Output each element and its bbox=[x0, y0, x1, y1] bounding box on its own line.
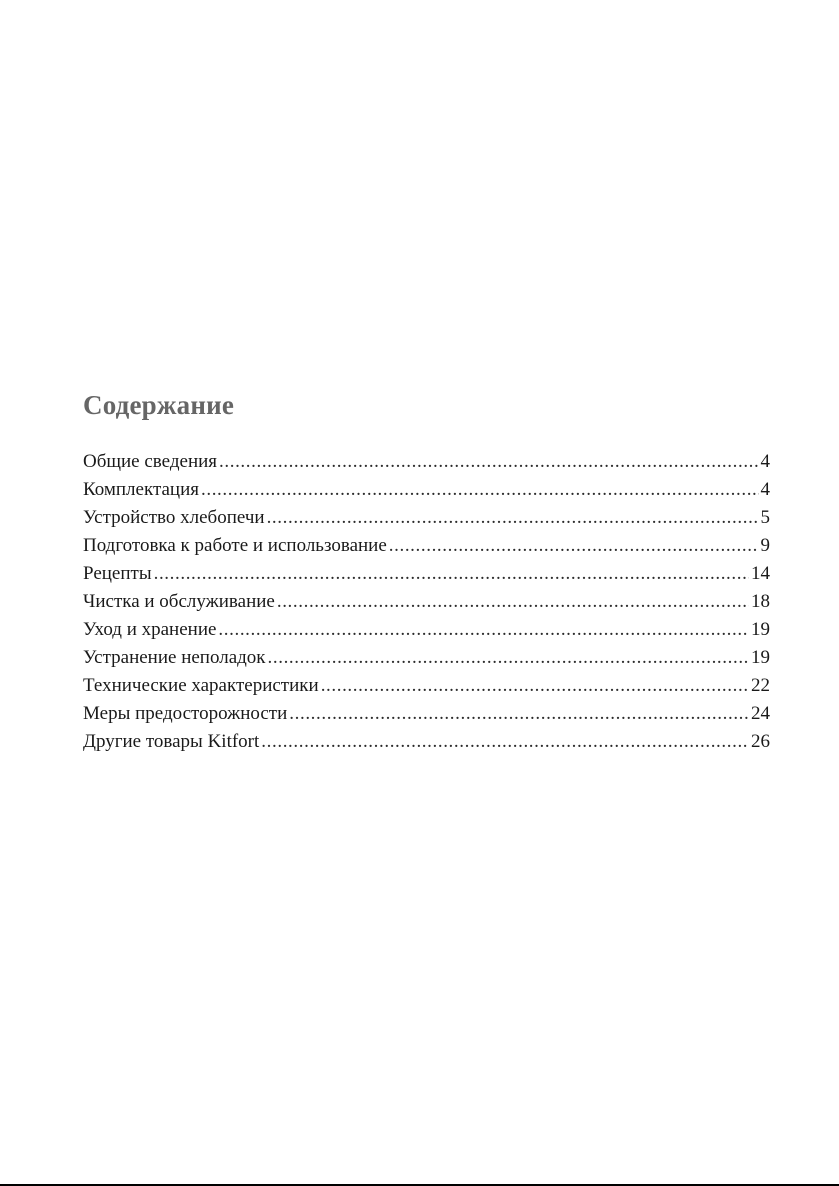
toc-entry-other-products[interactable] bbox=[83, 728, 770, 756]
toc-entry-label: Общие сведения bbox=[83, 451, 218, 472]
toc-entry-label: Комплектация bbox=[83, 479, 199, 500]
dot-leader bbox=[277, 588, 749, 616]
toc-entry-specifications[interactable] bbox=[83, 672, 770, 700]
toc-entry-troubleshooting[interactable] bbox=[83, 644, 770, 672]
toc-entry-safety-precautions[interactable] bbox=[83, 700, 770, 728]
dot-leader bbox=[268, 644, 749, 672]
dot-leader bbox=[154, 560, 749, 588]
toc-entry-label: Меры предосторожности bbox=[83, 703, 288, 724]
dot-leader bbox=[289, 700, 749, 728]
dot-leader bbox=[321, 672, 749, 700]
table-of-contents bbox=[83, 448, 770, 756]
toc-entry-page: 9 bbox=[760, 535, 770, 556]
toc-entry-page: 26 bbox=[751, 731, 770, 752]
dot-leader bbox=[201, 476, 759, 504]
dot-leader bbox=[261, 728, 749, 756]
dot-leader bbox=[389, 532, 759, 560]
toc-entry-page: 22 bbox=[751, 675, 770, 696]
toc-entry-cleaning-and-maintenance[interactable] bbox=[83, 588, 770, 616]
toc-entry-page: 5 bbox=[760, 507, 770, 528]
toc-entry-label: Устранение неполадок bbox=[83, 647, 266, 668]
dot-leader bbox=[267, 504, 759, 532]
toc-entry-care-and-storage[interactable] bbox=[83, 616, 770, 644]
toc-heading: Содержание bbox=[83, 390, 235, 420]
toc-entry-label: Чистка и обслуживание bbox=[83, 591, 275, 612]
dot-leader bbox=[219, 448, 758, 476]
toc-entry-label: Подготовка к работе и использование bbox=[83, 535, 387, 556]
toc-entry-page: 4 bbox=[760, 451, 770, 472]
toc-entry-label: Другие товары Kitfort bbox=[83, 731, 260, 752]
toc-entry-page: 14 bbox=[751, 563, 770, 584]
toc-entry-preparation-and-use[interactable] bbox=[83, 532, 770, 560]
toc-entry-page: 24 bbox=[751, 703, 770, 724]
toc-entry-recipes[interactable] bbox=[83, 560, 770, 588]
toc-entry-device-layout[interactable] bbox=[83, 504, 770, 532]
toc-entry-page: 19 bbox=[751, 619, 770, 640]
toc-entry-label: Устройство хлебопечи bbox=[83, 507, 265, 528]
dot-leader bbox=[218, 616, 749, 644]
toc-entry-label: Технические характеристики bbox=[83, 675, 319, 696]
toc-entry-general-info[interactable] bbox=[83, 448, 770, 476]
toc-entry-page: 19 bbox=[751, 647, 770, 668]
toc-entry-label: Рецепты bbox=[83, 563, 152, 584]
toc-entry-label: Уход и хранение bbox=[83, 619, 217, 640]
toc-entry-page: 4 bbox=[760, 479, 770, 500]
toc-entry-package-contents[interactable] bbox=[83, 476, 770, 504]
toc-entry-page: 18 bbox=[751, 591, 770, 612]
